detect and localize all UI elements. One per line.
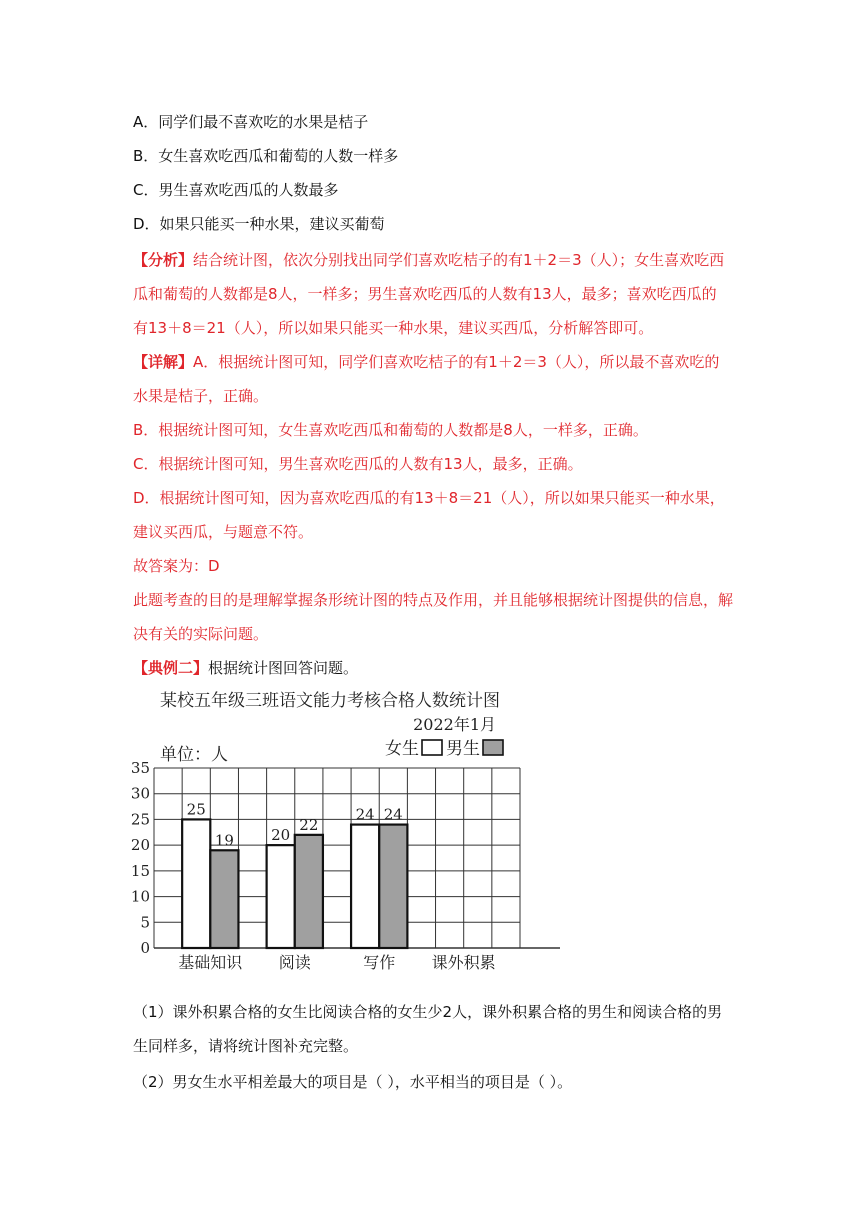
example-text: 根据统计图回答问题。 (208, 659, 359, 677)
data-label-female: 20 (271, 826, 291, 845)
example-heading (133, 658, 358, 678)
data-label-male: 22 (299, 815, 319, 834)
detail-line-4: C．根据统计图可知，男生喜欢吃西瓜的人数有13人，最多，正确。 (133, 455, 583, 473)
detail-line-6: 建议买西瓜，与题意不符。 (133, 523, 314, 541)
analysis-line-1 (133, 250, 724, 270)
chart-title: 某校五年级三班语文能力考核合格人数统计图 (160, 691, 500, 711)
chart-subtitle: 2022年1月 (413, 715, 496, 734)
detail-line-1 (133, 352, 719, 372)
bar-male (379, 825, 407, 948)
data-label-female: 25 (186, 800, 206, 819)
data-label-female: 24 (355, 805, 375, 824)
bar-male (295, 835, 323, 948)
detail-text: A．根据统计图可知，同学们喜欢吃桔子的有1＋2＝3（人），所以最不喜欢吃的 (193, 353, 720, 371)
x-axis (178, 953, 495, 972)
option-c: C．男生喜欢吃西瓜的人数最多 (133, 181, 339, 199)
y-tick-label: 0 (140, 939, 150, 957)
x-tick-label: 阅读 (278, 953, 311, 972)
detail-line-2: 水果是桔子，正确。 (133, 387, 269, 405)
y-axis (131, 759, 150, 957)
example-tag: 【典例二】 (133, 659, 209, 677)
question-1-line-2: 生同样多，请将统计图补充完整。 (133, 1037, 359, 1055)
purpose-line-2: 决有关的实际问题。 (133, 625, 269, 643)
analysis-line-2: 瓜和葡萄的人数都是8人，一样多；男生喜欢吃西瓜的人数有13人，最多；喜欢吃西瓜的 (133, 285, 717, 303)
unit-label: 单位：人 (160, 745, 228, 765)
legend-swatch-female (422, 740, 442, 755)
option-b: B．女生喜欢吃西瓜和葡萄的人数一样多 (133, 147, 399, 165)
analysis-tag: 【分析】 (133, 251, 194, 269)
legend-label-male: 男生 (446, 739, 480, 759)
y-tick-label: 35 (130, 759, 150, 777)
question-2: （2）男女生水平相差最大的项目是（ ），水平相当的项目是（ ）。 (133, 1073, 573, 1091)
bar-chart (120, 690, 580, 980)
y-tick-label: 5 (140, 913, 150, 932)
data-label-male: 19 (214, 831, 234, 850)
x-tick-label: 写作 (363, 953, 396, 972)
detail-line-3: B．根据统计图可知，女生喜欢吃西瓜和葡萄的人数都是8人，一样多，正确。 (133, 421, 648, 439)
option-d: D．如果只能买一种水果，建议买葡萄 (133, 215, 385, 233)
bar-male (210, 850, 238, 948)
y-tick-label: 15 (130, 861, 150, 880)
bar-female (267, 845, 295, 948)
answer-line: 故答案为：D (133, 557, 220, 575)
analysis-text: 结合统计图，依次分别找出同学们喜欢吃桔子的有1＋2＝3（人）；女生喜欢吃西 (193, 251, 725, 269)
y-tick-label: 30 (130, 784, 150, 803)
y-tick-label: 25 (130, 810, 150, 829)
y-tick-label: 20 (130, 836, 150, 855)
y-tick-label: 10 (130, 887, 150, 906)
x-tick-label: 课外积累 (431, 953, 496, 972)
detail-tag: 【详解】 (133, 353, 194, 371)
analysis-line-3: 有13＋8＝21（人），所以如果只能买一种水果，建议买西瓜，分析解答即可。 (133, 319, 654, 337)
legend (385, 739, 503, 759)
x-tick-label: 基础知识 (178, 953, 243, 972)
legend-swatch-male (483, 740, 503, 755)
bar-female (182, 819, 210, 948)
legend-label-female: 女生 (385, 739, 419, 759)
purpose-line-1: 此题考查的目的是理解掌握条形统计图的特点及作用，并且能够根据统计图提供的信息，解 (133, 591, 734, 609)
option-a: A．同学们最不喜欢吃的水果是桔子 (133, 113, 369, 131)
question-1-line-1: （1）课外积累合格的女生比阅读合格的女生少2人，课外积累合格的男生和阅读合格的男 (133, 1003, 723, 1021)
bar-female (351, 825, 379, 948)
detail-line-5: D．根据统计图可知，因为喜欢吃西瓜的有13＋8＝21（人），所以如果只能买一种水果， (133, 489, 725, 507)
data-label-male: 24 (383, 805, 403, 824)
